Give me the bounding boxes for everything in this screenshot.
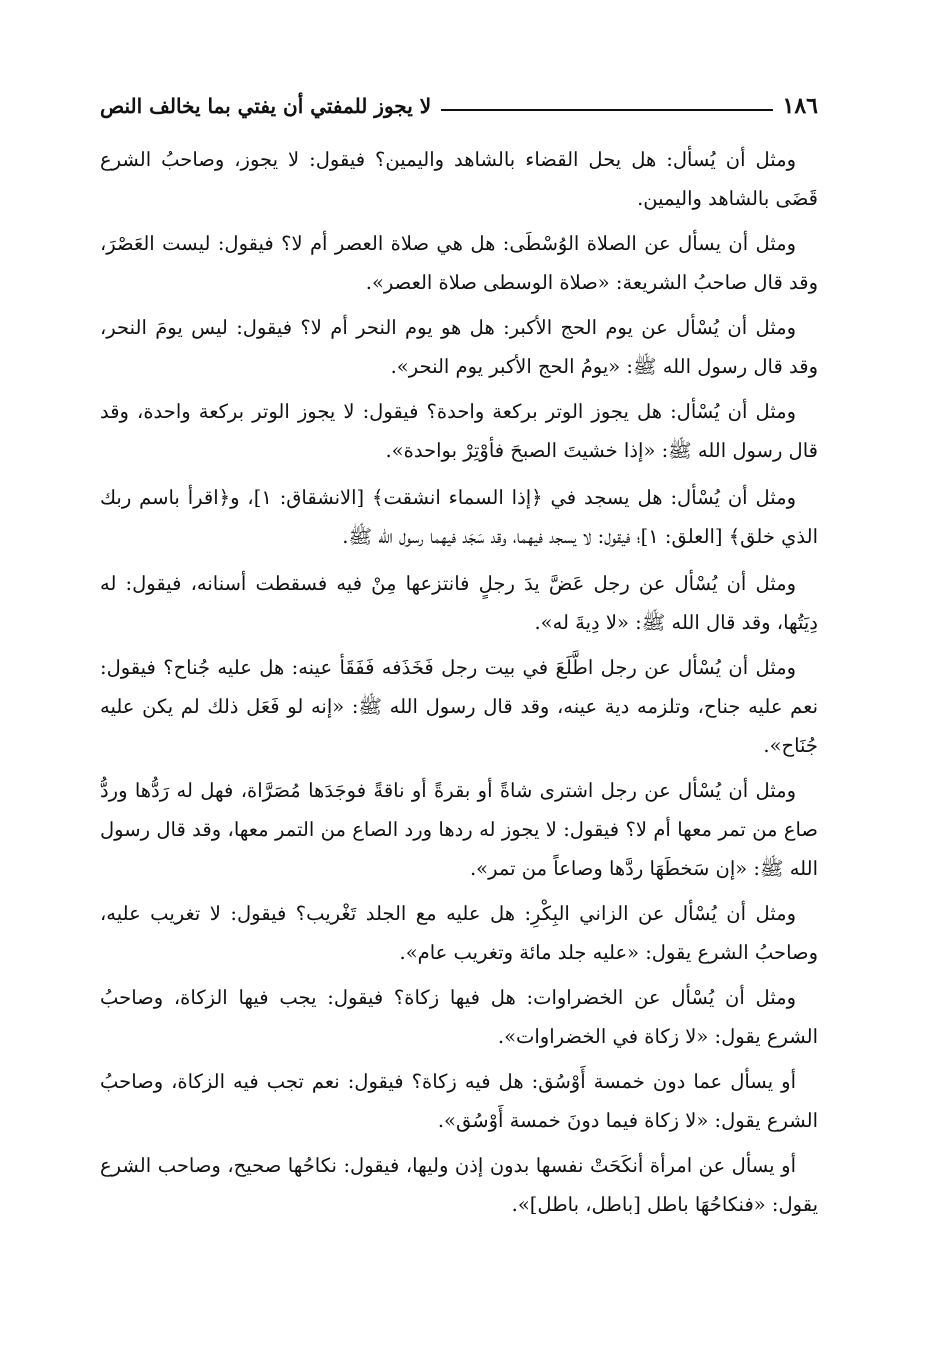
paragraph: أو يسأل عما دون خمسة أَوْسُق: هل فيه زكاة؟ فيقول: نعم تجب فيه الزكاة، وصاحبُ الشرع يقول: «لا زكاة فيما دونَ خمسة أَوْسُق». xyxy=(100,1070,818,1132)
page-header xyxy=(100,86,818,126)
running-title: لا يجوز للمفتي أن يفتي بما يخالف النص xyxy=(100,94,432,118)
paragraph: ومثل أن يُسْأل: هل يجوز الوتر بركعة واحدة؟ فيقول: لا يجوز الوتر بركعة واحدة، وقد قال رسول الله ﷺ: «إذا خشيتَ الصبحَ فأوْتِرْ بواحدة». xyxy=(100,400,818,462)
paragraph: ومثل أن يُسْأل عن يوم الحج الأكبر: هل هو يوم النحر أم لا؟ فيقول: ليس يومَ النحر، وقد قال رسول الله ﷺ: «يومُ الحج الأكبر يوم النحر». xyxy=(100,316,818,378)
paragraph: ومثل أن يُسْأل عن الخضراوات: هل فيها زكاة؟ فيقول: يجب فيها الزكاة، وصاحبُ الشرع يقول: «لا زكاة في الخضراوات». xyxy=(100,986,818,1048)
page-body xyxy=(100,140,818,1224)
header-rule xyxy=(441,109,772,111)
paragraph: ومثل أن يسأل عن الصلاة الوُسْطَى: هل هي صلاة العصر أم لا؟ فيقول: ليست العَصْرَ، وقد قال صاحبُ الشريعة: «صلاة الوسطى صلاة العصر». xyxy=(100,232,818,294)
book-page xyxy=(100,86,818,1230)
paragraph: ومثل أن يُسْأل عن رجل عَضَّ يدَ رجلٍ فانتزعها مِنْ فيه فسقطت أسنانه، فيقول: له دِيَتُها، وقد قال الله ﷺ: «لا دِيةَ له». xyxy=(100,572,818,634)
paragraph: أو يسأل عن امرأة أنكَحَتْ نفسها بدون إذن وليها، فيقول: نكاحُها صحيح، وصاحب الشرع يقول: «فنكاحُهَا باطل [باطل، باطل]». xyxy=(100,1154,818,1216)
paragraph: ومثل أن يُسْأل عن رجل اشترى شاةً أو بقرةً أو ناقةً فوجَدَها مُصَرَّاة، فهل له رَدُّها وردُّ صاع من تمر معها أم لا؟ فيقول: لا يجوز له ردها ورد الصاع من التمر معها، وقد قال رسول الله ﷺ: «إن سَخطَهَا ردَّها وصاعاً من تمر». xyxy=(100,779,818,880)
paragraph: ومثل أن يُسْأل عن رجل اطَّلَعَ في بيت رجل فَخَذَفه فَفَقَأ عينه: هل عليه جُناح؟ فيقول: نعم عليه جناح، وتلزمه دية عينه، وقد قال رسول الله ﷺ: «إنه لو فَعَل ذلك لم يكن عليه جُنَاح». xyxy=(100,656,818,757)
page-number: ١٨٦ xyxy=(782,93,818,119)
paragraph: ومثل أن يُسْأل: هل يسجد في ﴿إذا السماء انشقت﴾ [الانشقاق: ١]، و﴿اقرأ باسم ربك الذي خلق﴾ [العلق: ١]؛ فيقول: لا يسجد فيهما، وقد سَجَد فيهما رسول الله ﷺ. xyxy=(100,486,818,548)
paragraph: ومثل أن يُسأل: هل يحل القضاء بالشاهد واليمين؟ فيقول: لا يجوز، وصاحبُ الشرع قَضَى بالشاهد واليمين. xyxy=(100,148,818,210)
paragraph: ومثل أن يُسْأل عن الزاني البِكْرِ: هل عليه مع الجلد تَغْريب؟ فيقول: لا تغريب عليه، وصاحبُ الشرع يقول: «عليه جلد مائة وتغريب عام». xyxy=(100,902,818,964)
